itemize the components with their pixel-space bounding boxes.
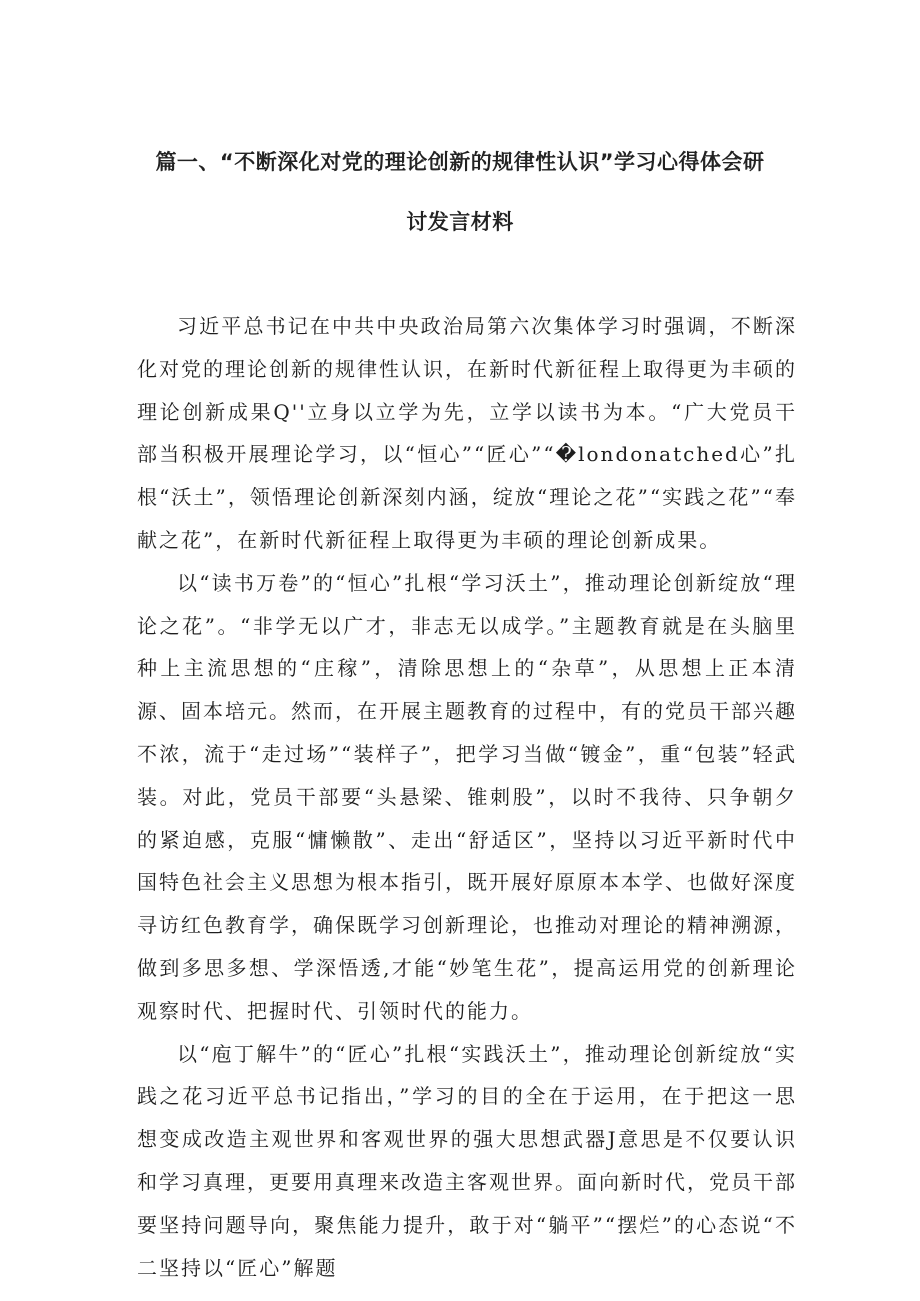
document-title-line-2: 讨发言材料 xyxy=(406,210,514,234)
body-paragraph-2: 以“读书万卷”的“恒心”扎根“学习沃土”，推动理论创新绽放“理论之花”。“非学无以广才，非志无以成学。”主题教育就是在头脑里种上主流思想的“庄稼”，清除思想上的“杂草”，从思想上正本清源、固本培元。然而，在开展主题教育的过程中，有的党员干部兴趣不浓，流于“走过场”“装样子”，把学习当做“镀金”，重“包装”轻武装。对此，党员干部要“头悬梁、锥刺股”，以时不我待、只争朝夕的紧迫感，克服“慵懒散”、走出“舒适区”，坚持以习近平新时代中国特色社会主义思想为根本指引，既开展好原原本本学、也做好深度寻访红色教育学，确保既学习创新理论，也推动对理论的精神溯源，做到多思多想、学深悟透,才能“妙笔生花”，提高运用党的创新理论观察时代、把握时代、引领时代的能力。 xyxy=(137,570,797,1023)
body-paragraph-3: 以“庖丁解牛”的“匠心”扎根“实践沃土”，推动理论创新绽放“实践之花习近平总书记指出，”学习的目的全在于运用，在于把这一思想变成改造主观世界和客观世界的强大思想武器J意思是不仅要认识和学习真理，更要用真理来改造主客观世界。面向新时代，党员干部要坚持问题导向，聚焦能力提升，敢于对“躺平”“摆烂”的心态说“不二坚持以“匠心”解题 xyxy=(137,1041,797,1280)
body-paragraph-1: 习近平总书记在中共中央政治局第六次集体学习时强调，不断深化对党的理论创新的规律性认识，在新时代新征程上取得更为丰硕的理论创新成果Q''立身以立学为先，立学以读书为本。“广大党员干部当积极开展理论学习，以“恒心”“匠心”“�londonatched心”扎根“沃土”，领悟理论创新深刻内涵，绽放“理论之花”“实践之花”“奉献之花”，在新时代新征程上取得更为丰硕的理论创新成果。 xyxy=(137,314,797,552)
document-title-line-1: 篇一、“不断深化对党的理论创新的规律性认识”学习心得体会研 xyxy=(155,150,765,174)
document-body xyxy=(137,305,797,1289)
